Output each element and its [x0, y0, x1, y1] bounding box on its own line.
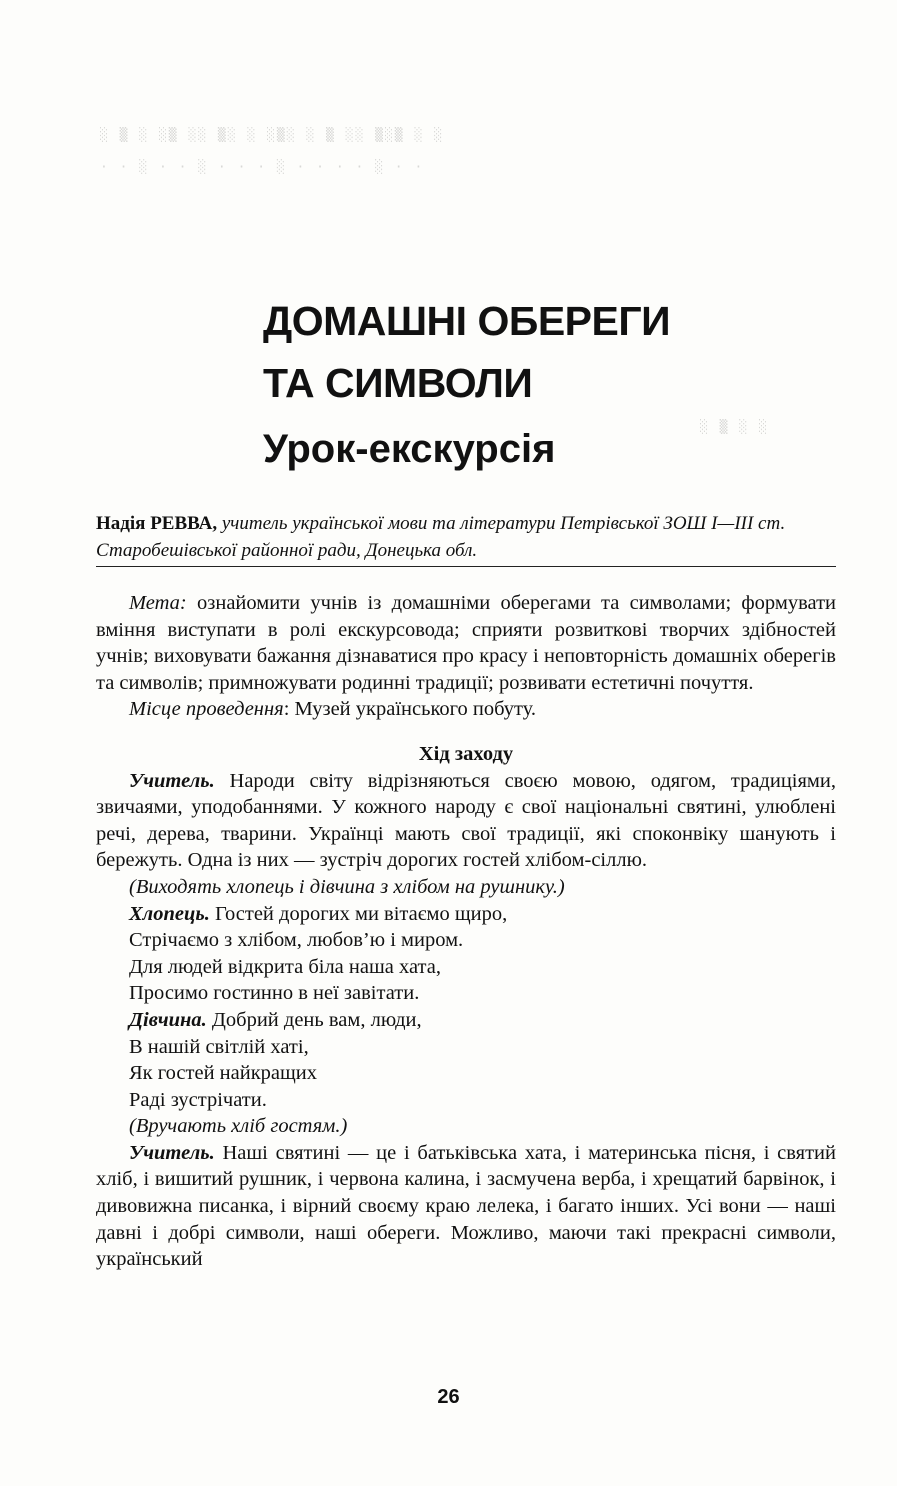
article-subtitle: Урок-екскурсія	[263, 427, 556, 471]
verse-text: Добрий день вам, люди,	[206, 1008, 422, 1031]
speaker-teacher: Учитель.	[129, 1141, 215, 1164]
stage-direction-1: (Виходять хлопець і дівчина з хлібом на рушнику.)	[129, 875, 565, 898]
boy-verse-line-4: Просимо гостинно в неї завітати.	[129, 982, 420, 1005]
title-line-2: ТА СИМВОЛИ	[263, 360, 533, 406]
girl-verse-line-3: Як гостей найкращих	[129, 1062, 318, 1085]
place-text: : Музей українського побуту.	[283, 698, 537, 721]
article-body	[96, 590, 836, 1273]
page-number: 26	[437, 1386, 460, 1408]
verse-text: Гостей дорогих ми вітаємо щиро,	[209, 902, 508, 925]
place-paragraph	[96, 696, 836, 723]
scan-bleed: · · ░ · · ░ · · · ░ · · · · ░ · ·	[100, 160, 425, 175]
speech-text: Народи світу відрізняються своєю мовою, одягом, традиціями, звичаями, уподобаннями. У кожного народу є свої національні святині, улюблені речі, дерева, тварини. Українці мають свої традиції, які споконвіку шанують і бережуть. Одна із них — зустріч дорогих гостей хлібом-сіллю.	[96, 769, 836, 872]
boy-verse-line-2: Стрічаємо з хлібом, любов’ю і миром.	[129, 929, 464, 952]
title-line-1: ДОМАШНІ ОБЕРЕГИ	[263, 298, 671, 344]
speaker-boy: Хлопець.	[129, 902, 210, 925]
author-byline	[96, 510, 836, 567]
author-affiliation: учитель української мови та літератури Петрівської ЗОШ І—ІІІ ст. Старобешівської районної ради, Донецька обл.	[96, 513, 786, 561]
speaker-girl: Дівчина.	[129, 1008, 207, 1031]
boy-verse-line-3: Для людей відкрита біла наша хата,	[129, 955, 441, 978]
teacher-speech-2	[96, 1140, 836, 1273]
teacher-speech-1	[96, 768, 836, 874]
stage-direction-2: (Вручають хліб гостям.)	[129, 1115, 348, 1138]
author-name: Надія РЕВВА,	[96, 513, 218, 534]
girl-verse-line-4: Раді зустрічати.	[129, 1088, 267, 1111]
section-heading: Хід заходу	[418, 742, 514, 765]
boy-verse-line-1	[96, 901, 836, 928]
girl-verse-line-1	[96, 1007, 836, 1034]
speaker-teacher: Учитель.	[129, 769, 215, 792]
speech-text: Наші святині — це і батьківська хата, і материнська пісня, і святий хліб, і вишитий рушник, і червона калина, і засмучена верба, і хрещатий барвінок, і дивовижна писанка, і вірний своєму краю лелека, і багато інших. Усі вони — наші давні і добрі символи, наші обереги. Можливо, маючи такі прекрасні символи, український	[96, 1141, 836, 1271]
girl-verse-line-2: В нашій світлій хаті,	[129, 1035, 309, 1058]
goal-label: Мета:	[129, 592, 187, 614]
goal-text: ознайомити учнів із домашніми оберегами та символами; формувати вміння виступати в ролі екскурсовода; сприяти розвиткові творчих здібностей учнів; виховувати бажання дізнаватися про красу і неповторність домашніх оберегів та символів; примножувати родинні традиції; розвивати естетичні почуття.	[96, 592, 836, 694]
place-label: Місце проведення	[129, 698, 284, 721]
article-title	[263, 290, 823, 480]
scan-bleed: ░ ▒ ░ ░	[700, 420, 769, 435]
scan-bleed: ░ ▒ ░ ░▒ ░░ ▒░ ░ ░▒░ ░ ▒ ░░ ▒░▒ ░ ░	[100, 128, 444, 143]
goal-paragraph	[96, 590, 836, 696]
